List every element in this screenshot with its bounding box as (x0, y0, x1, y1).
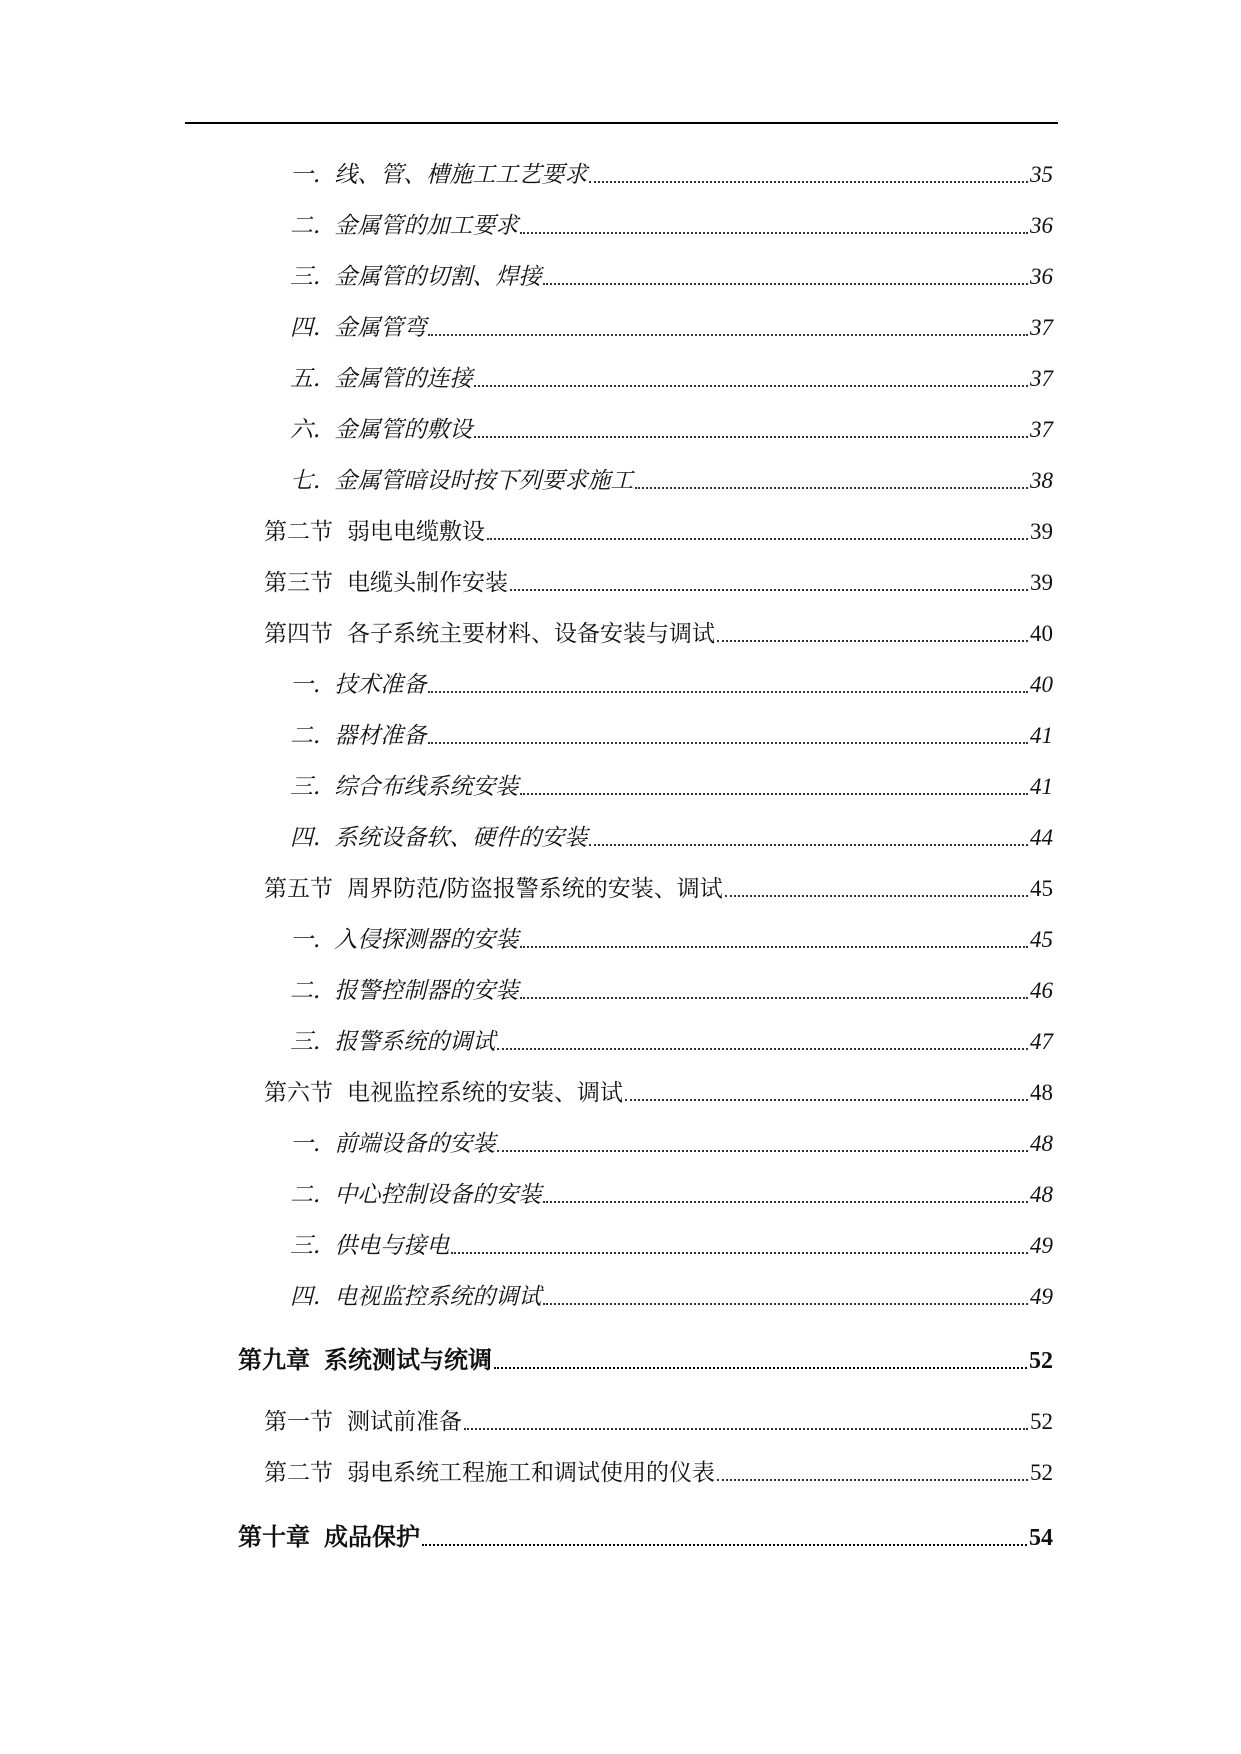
toc-entry-page: 49 (1030, 1284, 1053, 1309)
toc-entry-page: 35 (1030, 162, 1053, 187)
toc-entry-page: 41 (1030, 723, 1053, 748)
toc-entry-title: 成品保护 (324, 1522, 420, 1551)
toc-entry[interactable] (290, 1180, 1053, 1210)
toc-entry-number: 第六节 (264, 1080, 333, 1106)
toc-entry-number: 二. (290, 978, 321, 1004)
toc-entry-page: 48 (1030, 1182, 1053, 1207)
toc-chapter-entry[interactable] (238, 1522, 1053, 1553)
dot-leader (487, 538, 1028, 540)
toc-entry-number: 一. (290, 1131, 321, 1157)
dot-leader (428, 334, 1028, 336)
toc-entry-number: 三. (290, 1233, 321, 1259)
dot-leader (422, 1544, 1027, 1546)
toc-entry-number: 三. (290, 264, 321, 290)
toc-entry-number: 四. (290, 1284, 321, 1310)
toc-entry-number: 第四节 (264, 621, 333, 647)
dot-leader (635, 487, 1028, 489)
toc-entry-page: 37 (1030, 315, 1053, 340)
dot-leader (497, 1150, 1028, 1152)
toc-entry[interactable] (264, 619, 1053, 649)
toc-entry[interactable] (290, 976, 1053, 1006)
toc-entry[interactable] (290, 466, 1053, 496)
toc-entry-page: 49 (1030, 1233, 1053, 1258)
toc-entry-number: 四. (290, 315, 321, 341)
toc-entry[interactable] (264, 874, 1053, 904)
toc-entry-page: 46 (1030, 978, 1053, 1003)
toc-entry-page: 39 (1030, 519, 1053, 544)
dot-leader (717, 640, 1028, 642)
dot-leader (520, 793, 1028, 795)
dot-leader (474, 436, 1028, 438)
toc-entry-number: 六. (290, 417, 321, 443)
toc-entry-number: 五. (290, 366, 321, 392)
toc-entry-page: 45 (1030, 876, 1053, 901)
toc-entry-title: 供电与接电 (334, 1233, 450, 1259)
dot-leader (428, 691, 1028, 693)
toc-entry-title: 入侵探测器的安装 (334, 927, 519, 953)
dot-leader (589, 181, 1028, 183)
toc-entry-page: 37 (1030, 366, 1053, 391)
toc-entry-title: 系统设备软、硬件的安装 (334, 825, 588, 851)
toc-entry-page: 52 (1030, 1409, 1053, 1434)
toc-entry-page: 38 (1030, 468, 1053, 493)
toc-entry-title: 报警控制器的安装 (334, 978, 519, 1004)
toc-entry[interactable] (290, 1027, 1053, 1057)
toc-entry-page: 36 (1030, 264, 1053, 289)
dot-leader (451, 1252, 1028, 1254)
toc-entry-page: 40 (1030, 672, 1053, 697)
toc-entry-number: 第十章 (238, 1522, 310, 1551)
toc-entry-title: 电视监控系统的调试 (334, 1284, 542, 1310)
toc-entry[interactable] (264, 1407, 1053, 1437)
toc-entry-title: 前端设备的安装 (334, 1131, 496, 1157)
dot-leader (510, 589, 1028, 591)
toc-entry[interactable] (290, 670, 1053, 700)
toc-entry-title: 金属管的加工要求 (334, 213, 519, 239)
toc-entry[interactable] (290, 415, 1053, 445)
dot-leader (428, 742, 1028, 744)
toc-entry-title: 周界防范/防盗报警系统的安装、调试 (347, 876, 723, 902)
toc-entry-number: 三. (290, 1029, 321, 1055)
dot-leader (464, 1428, 1028, 1430)
toc-entry-title: 报警系统的调试 (334, 1029, 496, 1055)
dot-leader (520, 946, 1028, 948)
toc-entry-page: 52 (1029, 1348, 1053, 1374)
toc-entry-number: 一. (290, 672, 321, 698)
toc-entry-title: 金属管的切割、焊接 (334, 264, 542, 290)
toc-entry-page: 41 (1030, 774, 1053, 799)
toc-entry-page: 39 (1030, 570, 1053, 595)
toc-entry-page: 47 (1030, 1029, 1053, 1054)
dot-leader (543, 283, 1028, 285)
toc-entry-title: 各子系统主要材料、设备安装与调试 (347, 621, 715, 647)
toc-entry-title: 金属管弯 (334, 315, 427, 341)
dot-leader (474, 385, 1028, 387)
toc-entry[interactable] (290, 1231, 1053, 1261)
toc-entry-number: 四. (290, 825, 321, 851)
toc-entry[interactable] (264, 1458, 1053, 1488)
toc-entry[interactable] (290, 211, 1053, 241)
toc-entry-number: 第五节 (264, 876, 333, 902)
toc-entry[interactable] (290, 1129, 1053, 1159)
toc-entry-title: 金属管的敷设 (334, 417, 473, 443)
toc-entry-page: 44 (1030, 825, 1053, 850)
toc-entry-title: 线、管、槽施工工艺要求 (334, 162, 588, 188)
toc-entry[interactable] (290, 313, 1053, 343)
toc-entry-title: 金属管暗设时按下列要求施工 (334, 468, 634, 494)
toc-entry[interactable] (290, 772, 1053, 802)
toc-entry-page: 40 (1030, 621, 1053, 646)
toc-entry[interactable] (264, 517, 1053, 547)
dot-leader (497, 1048, 1028, 1050)
toc-entry[interactable] (290, 925, 1053, 955)
toc-entry[interactable] (290, 364, 1053, 394)
toc-entry[interactable] (290, 160, 1053, 190)
toc-entry[interactable] (290, 823, 1053, 853)
toc-entry-page: 48 (1030, 1131, 1053, 1156)
toc-entry[interactable] (264, 568, 1053, 598)
toc-entry-page: 52 (1030, 1460, 1053, 1485)
dot-leader (520, 232, 1028, 234)
toc-entry-title: 弱电系统工程施工和调试使用的仪表 (347, 1460, 715, 1486)
toc-entry-title: 系统测试与统调 (324, 1345, 492, 1374)
toc-entry-page: 45 (1030, 927, 1053, 952)
toc-entry-number: 二. (290, 213, 321, 239)
dot-leader (725, 895, 1028, 897)
toc-entry-number: 第二节 (264, 519, 333, 545)
dot-leader (543, 1303, 1028, 1305)
toc-entry-number: 第三节 (264, 570, 333, 596)
toc-entry[interactable] (264, 1078, 1053, 1108)
toc-entry-title: 弱电电缆敷设 (347, 519, 485, 545)
dot-leader (494, 1367, 1027, 1369)
dot-leader (520, 997, 1028, 999)
toc-entry-number: 第二节 (264, 1460, 333, 1486)
toc-entry-page: 48 (1030, 1080, 1053, 1105)
toc-entry-title: 测试前准备 (347, 1409, 462, 1435)
toc-entry[interactable] (290, 1282, 1053, 1312)
toc-entry-number: 第九章 (238, 1345, 310, 1374)
header-rule (185, 122, 1058, 124)
toc-entry-title: 器材准备 (334, 723, 427, 749)
toc-entry-number: 第一节 (264, 1409, 333, 1435)
toc-entry-title: 电缆头制作安装 (347, 570, 508, 596)
toc-entry-page: 54 (1029, 1525, 1053, 1551)
toc-entry-page: 36 (1030, 213, 1053, 238)
toc-entry-page: 37 (1030, 417, 1053, 442)
toc-entry[interactable] (290, 721, 1053, 751)
dot-leader (589, 844, 1028, 846)
toc-chapter-entry[interactable] (238, 1345, 1053, 1376)
toc-entry-number: 二. (290, 723, 321, 749)
toc-entry-number: 七. (290, 468, 321, 494)
toc-entry-title: 中心控制设备的安装 (334, 1182, 542, 1208)
toc-entry-number: 二. (290, 1182, 321, 1208)
toc-entry-title: 综合布线系统安装 (334, 774, 519, 800)
toc-entry-number: 一. (290, 162, 321, 188)
toc-entry-title: 技术准备 (334, 672, 427, 698)
toc-entry[interactable] (290, 262, 1053, 292)
dot-leader (717, 1479, 1028, 1481)
toc-entry-number: 三. (290, 774, 321, 800)
dot-leader (625, 1099, 1028, 1101)
toc-entry-title: 电视监控系统的安装、调试 (347, 1080, 623, 1106)
toc-entry-number: 一. (290, 927, 321, 953)
toc-entry-title: 金属管的连接 (334, 366, 473, 392)
dot-leader (543, 1201, 1028, 1203)
